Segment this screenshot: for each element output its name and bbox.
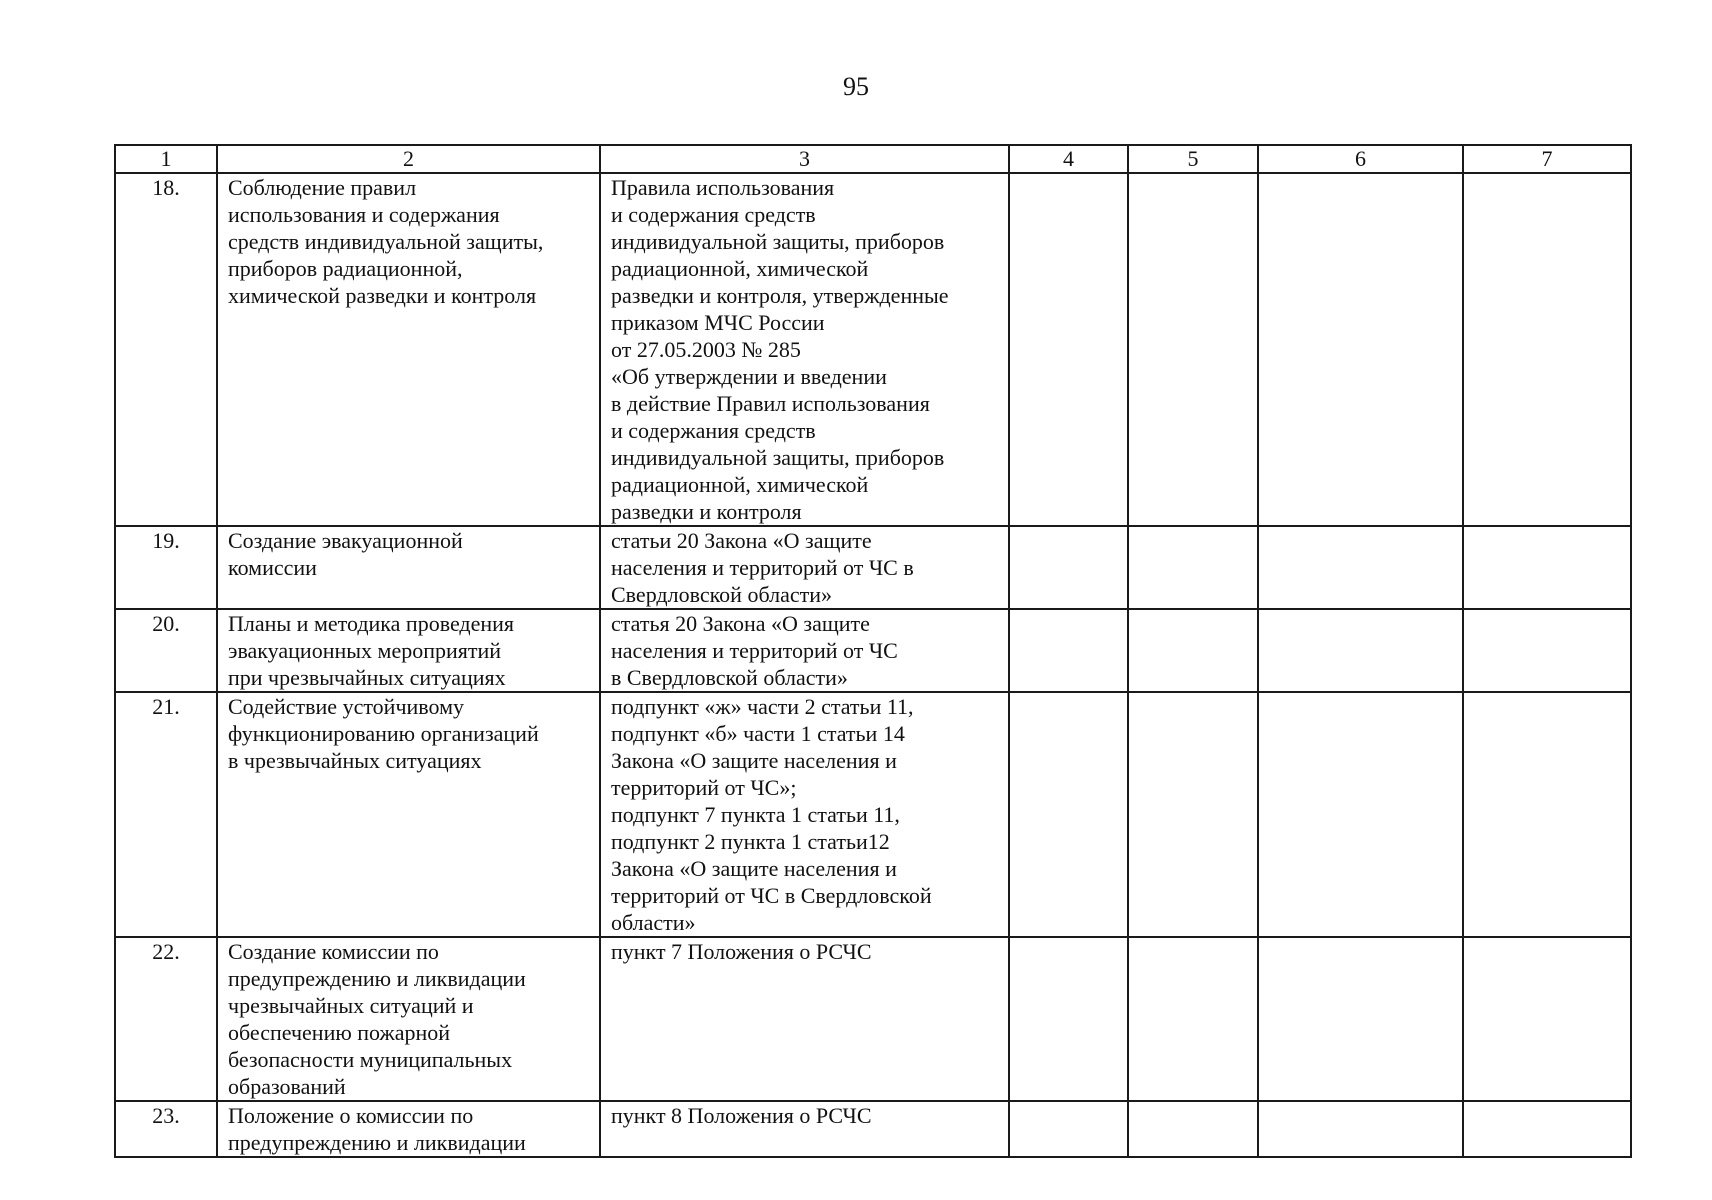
legal-basis-cell: статьи 20 Закона «О защите населения и территорий от ЧС в Свердловской области»: [600, 526, 1009, 609]
empty-cell-col7: [1463, 609, 1631, 692]
empty-cell-col4: [1009, 937, 1128, 1101]
page-number: 95: [843, 72, 869, 101]
legal-basis-cell: Правила использования и содержания средств индивидуальной защиты, приборов радиационной, химической разведки и контроля, утвержденные приказом МЧС России от 27.05.2003 № 285 «Об утверждении и введении в действие Правил использования и содержания средств индивидуальной защиты, приборов радиационной, химической разведки и контроля: [600, 173, 1009, 526]
table-row: [115, 937, 1631, 1101]
empty-cell-col6: [1258, 937, 1463, 1101]
empty-cell-col5: [1128, 1101, 1258, 1157]
table-row: [115, 1101, 1631, 1157]
column-header-6: 6: [1258, 145, 1463, 173]
empty-cell-col4: [1009, 1101, 1128, 1157]
row-number: 20.: [115, 609, 217, 692]
empty-cell-col7: [1463, 937, 1631, 1101]
column-header-5: 5: [1128, 145, 1258, 173]
empty-cell-col5: [1128, 609, 1258, 692]
requirement-cell: Планы и методика проведения эвакуационных мероприятий при чрезвычайных ситуациях: [217, 609, 600, 692]
requirement-cell: Создание комиссии по предупреждению и ликвидации чрезвычайных ситуаций и обеспечению пожарной безопасности муниципальных образований: [217, 937, 600, 1101]
header-row: [115, 145, 1631, 173]
requirements-table: [114, 144, 1632, 1158]
legal-basis-cell: статья 20 Закона «О защите населения и территорий от ЧС в Свердловской области»: [600, 609, 1009, 692]
row-number: 18.: [115, 173, 217, 526]
requirement-cell: Соблюдение правил использования и содержания средств индивидуальной защиты, приборов радиационной, химической разведки и контроля: [217, 173, 600, 526]
empty-cell-col6: [1258, 173, 1463, 526]
empty-cell-col4: [1009, 609, 1128, 692]
empty-cell-col6: [1258, 692, 1463, 937]
empty-cell-col7: [1463, 1101, 1631, 1157]
empty-cell-col4: [1009, 692, 1128, 937]
requirement-cell: Положение о комиссии по предупреждению и ликвидации: [217, 1101, 600, 1157]
empty-cell-col6: [1258, 609, 1463, 692]
table-row: [115, 526, 1631, 609]
row-number: 22.: [115, 937, 217, 1101]
empty-cell-col6: [1258, 526, 1463, 609]
column-header-7: 7: [1463, 145, 1631, 173]
empty-cell-col5: [1128, 937, 1258, 1101]
empty-cell-col7: [1463, 173, 1631, 526]
empty-cell-col4: [1009, 173, 1128, 526]
column-header-4: 4: [1009, 145, 1128, 173]
empty-cell-col4: [1009, 526, 1128, 609]
requirement-cell: Создание эвакуационной комиссии: [217, 526, 600, 609]
empty-cell-col5: [1128, 692, 1258, 937]
empty-cell-col7: [1463, 692, 1631, 937]
legal-basis-cell: пункт 8 Положения о РСЧС: [600, 1101, 1009, 1157]
requirement-cell: Содействие устойчивому функционированию организаций в чрезвычайных ситуациях: [217, 692, 600, 937]
empty-cell-col6: [1258, 1101, 1463, 1157]
row-number: 19.: [115, 526, 217, 609]
table-row: [115, 692, 1631, 937]
empty-cell-col5: [1128, 526, 1258, 609]
table-row: [115, 173, 1631, 526]
column-header-2: 2: [217, 145, 600, 173]
empty-cell-col5: [1128, 173, 1258, 526]
column-header-1: 1: [115, 145, 217, 173]
table-row: [115, 609, 1631, 692]
legal-basis-cell: подпункт «ж» части 2 статьи 11, подпункт «б» части 1 статьи 14 Закона «О защите населения и территорий от ЧС»; подпункт 7 пункта 1 статьи 11, подпункт 2 пункта 1 статьи12 Закона «О защите населения и территорий от ЧС в Свердловской области»: [600, 692, 1009, 937]
empty-cell-col7: [1463, 526, 1631, 609]
legal-basis-cell: пункт 7 Положения о РСЧС: [600, 937, 1009, 1101]
column-header-3: 3: [600, 145, 1009, 173]
row-number: 23.: [115, 1101, 217, 1157]
row-number: 21.: [115, 692, 217, 937]
